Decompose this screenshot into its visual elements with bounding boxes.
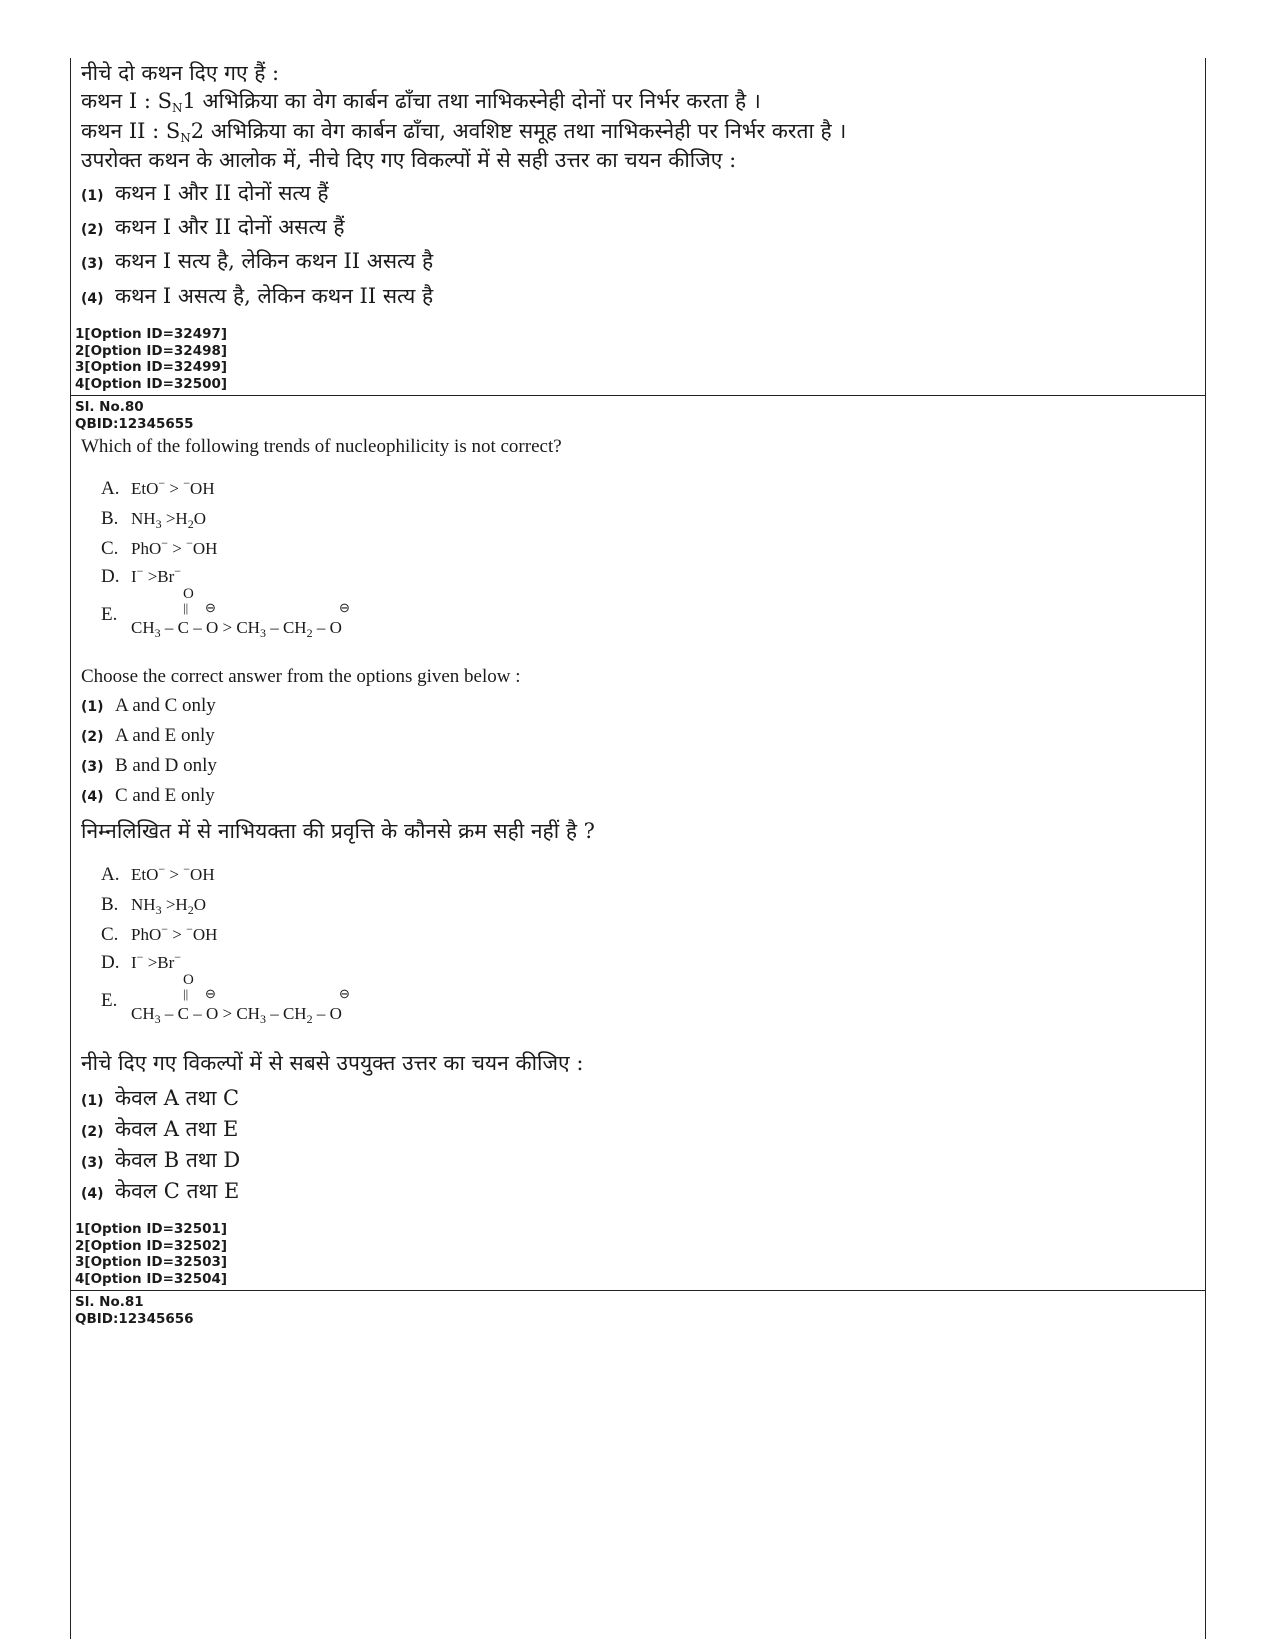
q79-statement-1: कथन I : $S_N1$ अभिक्रिया का वेग कार्बन ढाँचा तथा नाभिकस्नेही दोनों पर निर्भर करता है । xyxy=(81,89,761,115)
q81-qbid: QBID:12345656 xyxy=(75,1310,194,1327)
q80-serial: Sl. No.80 xyxy=(75,399,144,415)
trend-d-hi: D. I− >Br− xyxy=(101,950,182,973)
q80-option-en-1: (1) A and C only xyxy=(81,695,216,716)
q79-statement-2: कथन II : $S_N2$ अभिक्रिया का वेग कार्बन ढाँचा, अवशिष्ट समूह तथा नाभिकस्नेही पर निर्भर करता है । xyxy=(81,119,847,145)
page-frame: नीचे दो कथन दिए गए हैं : कथन I : $S_N1$ अभिक्रिया का वेग कार्बन ढाँचा तथा नाभिकस्नेही दोनों पर निर्भर करता है । कथन II : $S_N2$ अभिक्रिया का वेग कार्बन ढाँचा, अवशिष्ट समूह तथा नाभिकस्नेही पर निर्भर करता है । उपरोक्त कथन के आलोक में, नीचे दिए गए विकल्पों में से सही उत्तर का चयन कीजिए : (1) कथन I और II दोनों सत्य हैं (2) कथन I और II दोनों असत्य हैं (3) कथन I सत्य है, लेकिन कथन II असत्य है (4) कथन I असत्य है, लेकिन कथन II सत्य है 1[Option ID=32497] 2[Option ID=32498] 3[Option ID=32499] 4[Option ID=32500] Sl. No.80 QBID:12345655 Which of the following trends of nucleophilicity is not correct? A. EtO− > −OH B. $NH_3 >H_2O$ C. PhO− > −OH D. I− >Br− E. O || ⊖ ⊖ $CH_3 - C - O > CH_3 - CH_2 - O$ Choose the correct answer from the options given below : (1) A and C only (2) A and E only (3) B and D only (4) C and E only निम्नलिखित में से नाभियक्ता की प्रवृत्ति के कौनसे क्रम सही नहीं है ? A. EtO− > −OH B. $NH_3 >H_2O$ C. PhO− > −OH D. I− >Br− E. O || ⊖ ⊖ $CH_3 - C - O > CH_3 - CH_2 - O$ नीचे दिए गए विकल्पों में से सबसे उपयुक्त उत्तर का चयन कीजिए : (1) केवल A तथा C (2) केवल A तथा E (3) केवल B तथा D (4) केवल C तथा E 1[Option ID=32501] 2[Option ID=32502] 3[Option ID=32503] 4[Option ID=32504] Sl. No.81 QBID:12345656 xyxy=(70,58,1206,1639)
q80-question-hi: निम्नलिखित में से नाभियक्ता की प्रवृत्ति के कौनसे क्रम सही नहीं है ? xyxy=(81,819,595,843)
q80-option-ids: 1[Option ID=32501] 2[Option ID=32502] 3[Option ID=32503] 4[Option ID=32504] xyxy=(75,1221,228,1287)
trend-a: A. EtO− > −OH xyxy=(101,476,215,499)
trend-a-hi: A. EtO− > −OH xyxy=(101,862,215,885)
trend-d: D. I− >Br− xyxy=(101,564,182,587)
trend-c-hi: C. PhO− > −OH xyxy=(101,922,218,945)
q81-meta xyxy=(75,1294,194,1327)
q80-choose-hi: नीचे दिए गए विकल्पों में से सबसे उपयुक्त उत्तर का चयन कीजिए : xyxy=(81,1051,584,1075)
q81-serial: Sl. No.81 xyxy=(75,1294,144,1310)
q80-option-en-4: (4) C and E only xyxy=(81,785,215,806)
q79-intro: नीचे दो कथन दिए गए हैं : xyxy=(81,61,280,85)
q80-option-en-3: (3) B and D only xyxy=(81,755,217,776)
divider-q81 xyxy=(71,1290,1205,1291)
divider-q80 xyxy=(71,395,1205,396)
q80-option-hi-2: (2) केवल A तथा E xyxy=(81,1117,239,1141)
q80-option-hi-4: (4) केवल C तथा E xyxy=(81,1179,240,1203)
q79-option-2: (2) कथन I और II दोनों असत्य हैं xyxy=(81,215,345,239)
trend-c: C. PhO− > −OH xyxy=(101,536,218,559)
q80-choose-en: Choose the correct answer from the options given below : xyxy=(81,666,521,687)
q79-option-1: (1) कथन I और II दोनों सत्य हैं xyxy=(81,181,329,205)
q80-option-hi-1: (1) केवल A तथा C xyxy=(81,1086,240,1110)
trend-b-hi: B. $NH_3 >H_2O$ xyxy=(101,894,206,917)
q79-option-3: (3) कथन I सत्य है, लेकिन कथन II असत्य है xyxy=(81,249,434,273)
q80-meta xyxy=(75,399,194,432)
q79-option-4: (4) कथन I असत्य है, लेकिन कथन II सत्य है xyxy=(81,284,434,308)
q80-option-hi-3: (3) केवल B तथा D xyxy=(81,1148,241,1172)
trend-b: B. $NH_3 >H_2O$ xyxy=(101,508,206,531)
trend-e-label: E. xyxy=(101,604,118,625)
trend-e-hi: $CH_3 - C - O > CH_3 - CH_2 - O$ xyxy=(131,1004,342,1026)
q80-question-en: Which of the following trends of nucleophilicity is not correct? xyxy=(81,436,562,457)
q79-prompt: उपरोक्त कथन के आलोक में, नीचे दिए गए विकल्पों में से सही उत्तर का चयन कीजिए : xyxy=(81,148,737,172)
trend-e: $CH_3 - C - O > CH_3 - CH_2 - O$ xyxy=(131,618,342,640)
q80-option-en-2: (2) A and E only xyxy=(81,725,215,746)
trend-e-label-hi: E. xyxy=(101,990,118,1011)
q79-option-ids: 1[Option ID=32497] 2[Option ID=32498] 3[Option ID=32499] 4[Option ID=32500] xyxy=(75,326,228,392)
q80-qbid: QBID:12345655 xyxy=(75,415,194,432)
